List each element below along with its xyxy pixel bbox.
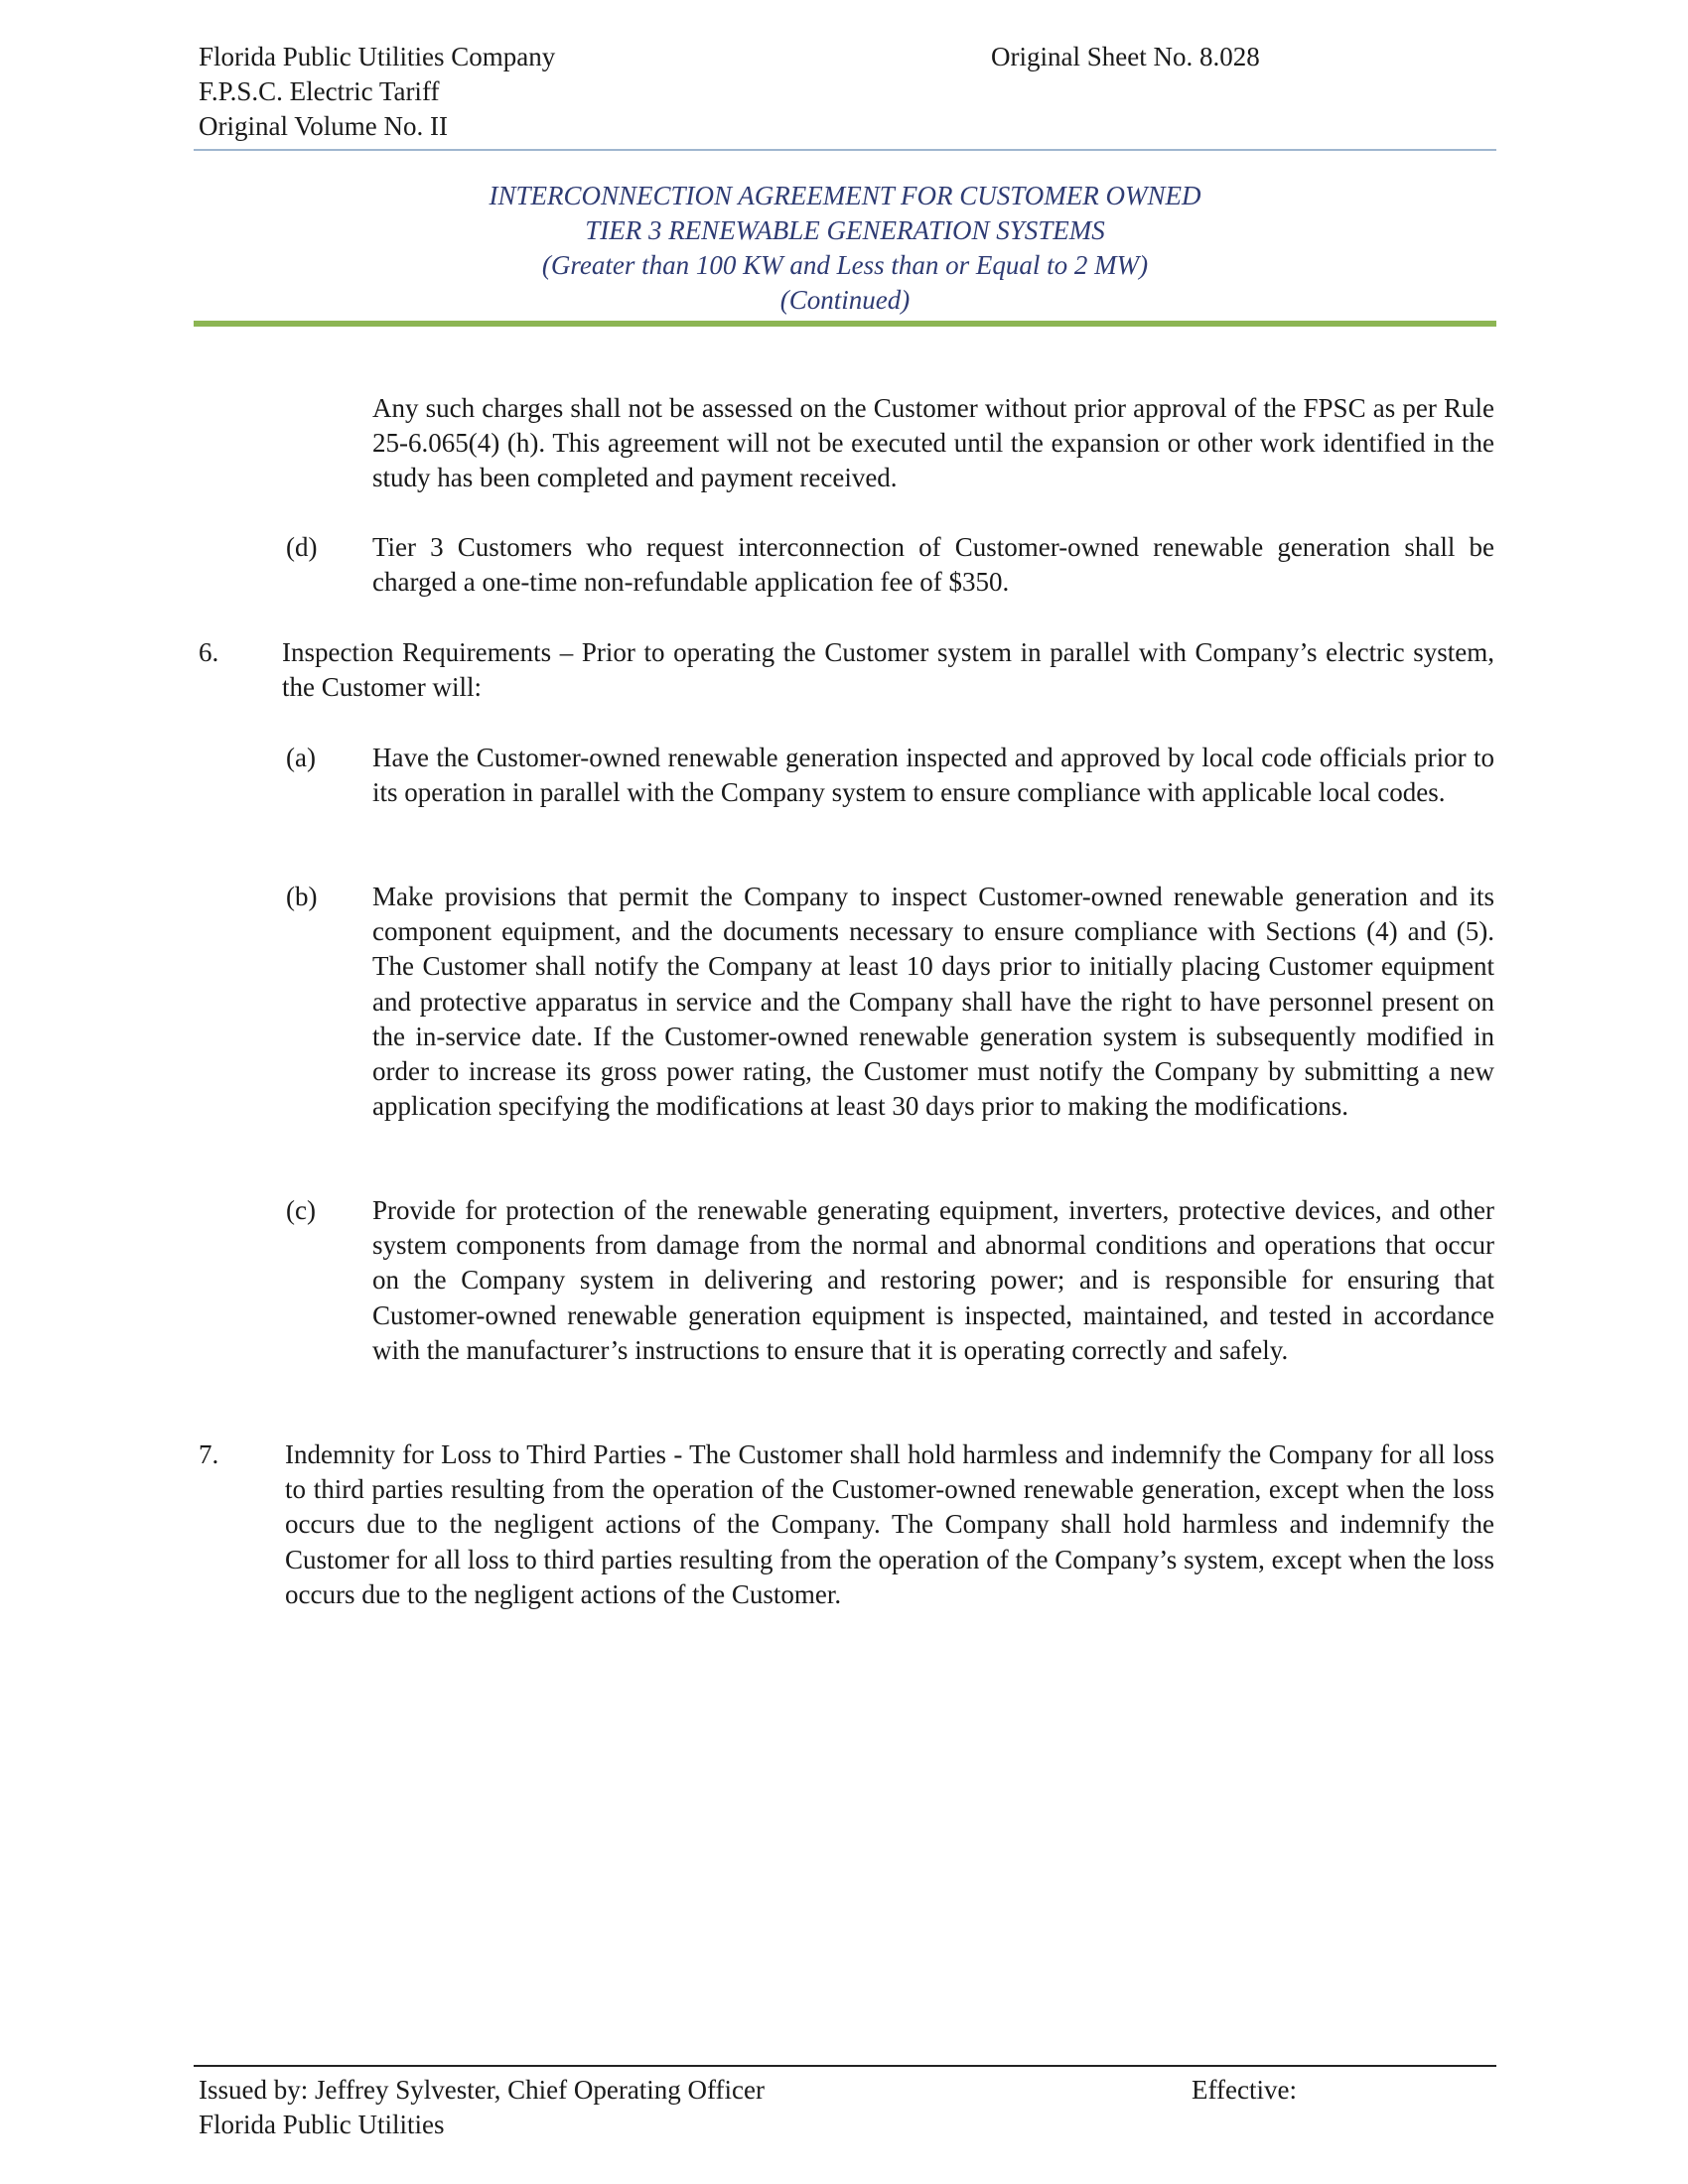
title-line-1: INTERCONNECTION AGREEMENT FOR CUSTOMER OWNED: [489, 181, 1201, 210]
item-6c-label: (c): [286, 1195, 316, 1225]
issued-by: Issued by: Jeffrey Sylvester, Chief Operating Officer: [199, 2075, 766, 2105]
section-7-number: 7.: [199, 1439, 219, 1469]
section-6-number: 6.: [199, 637, 219, 667]
header-left: [199, 40, 555, 144]
sheet-number: Original Sheet No. 8.028: [991, 42, 1260, 71]
footer-divider: [194, 2065, 1496, 2067]
item-6a-text: Have the Customer-owned renewable generation inspected and approved by local code officials prior to its operation in parallel with the Company system to ensure compliance with applicable local codes.: [372, 743, 1494, 808]
effective-label: Effective:: [1192, 2075, 1297, 2105]
company-name: Florida Public Utilities Company: [199, 42, 556, 71]
item-d-text: Tier 3 Customers who request interconnection of Customer-owned renewable generation shall be charged a one-time non-refundable application fee of $350.: [372, 532, 1494, 598]
item-d-label: (d): [286, 532, 318, 562]
header-divider: [194, 149, 1496, 151]
title-divider: [194, 321, 1496, 327]
title-line-2: TIER 3 RENEWABLE GENERATION SYSTEMS: [585, 215, 1105, 245]
tariff-name: F.P.S.C. Electric Tariff: [199, 76, 440, 106]
volume-number: Original Volume No. II: [199, 111, 448, 141]
title-line-4: (Continued): [779, 285, 911, 315]
item-6b-text: Make provisions that permit the Company to inspect Customer-owned renewable generation and its component equipment, and the documents necessary to ensure compliance with Sections (4) and (5). The Customer shall notify the Company at least 10 days prior to initially placing Customer equipment and protective apparatus in service and the Company shall have the right to have personnel present on the in-service date. If the Customer-owned renewable generation system is subsequently modified in order to increase its gross power rating, the Customer must notify the Company by submitting a new application specifying the modifications at least 30 days prior to making the modifications.: [372, 882, 1494, 1122]
item-6a-label: (a): [286, 743, 316, 772]
title-line-3: (Greater than 100 KW and Less than or Equal to 2 MW): [541, 250, 1149, 280]
item-6b-label: (b): [286, 882, 318, 911]
document-title: [194, 179, 1496, 318]
footer-left: [199, 2073, 765, 2142]
section-7-text: Indemnity for Loss to Third Parties - The Customer shall hold harmless and indemnify the Company for all loss to third parties resulting from the operation of the Customer-owned renewable generation, except when the loss occurs due to the negligent actions of the Company. The Company shall hold harmless and indemnify the Customer for all loss to third parties resulting from the operation of the Company’s system, except when the loss occurs due to the negligent actions of the Customer.: [285, 1439, 1494, 1609]
item-6c-text: Provide for protection of the renewable generating equipment, inverters, protective devices, and other system components from damage from the normal and abnormal conditions and operations that occur on the Company system in delivering and restoring power; and is responsible for ensuring that Customer-owned renewable generation equipment is inspected, maintained, and tested in accordance with the manufacturer’s instructions to ensure that it is operating correctly and safely.: [372, 1195, 1494, 1365]
footer-company: Florida Public Utilities: [199, 2110, 445, 2139]
continuation-paragraph: Any such charges shall not be assessed on the Customer without prior approval of the FPSC as per Rule 25-6.065(4) (h). This agreement will not be executed until the expansion or other work identified in the study has been completed and payment received.: [372, 393, 1494, 493]
section-6-text: Inspection Requirements – Prior to operating the Customer system in parallel with Company’s electric system, the Customer will:: [282, 637, 1494, 703]
